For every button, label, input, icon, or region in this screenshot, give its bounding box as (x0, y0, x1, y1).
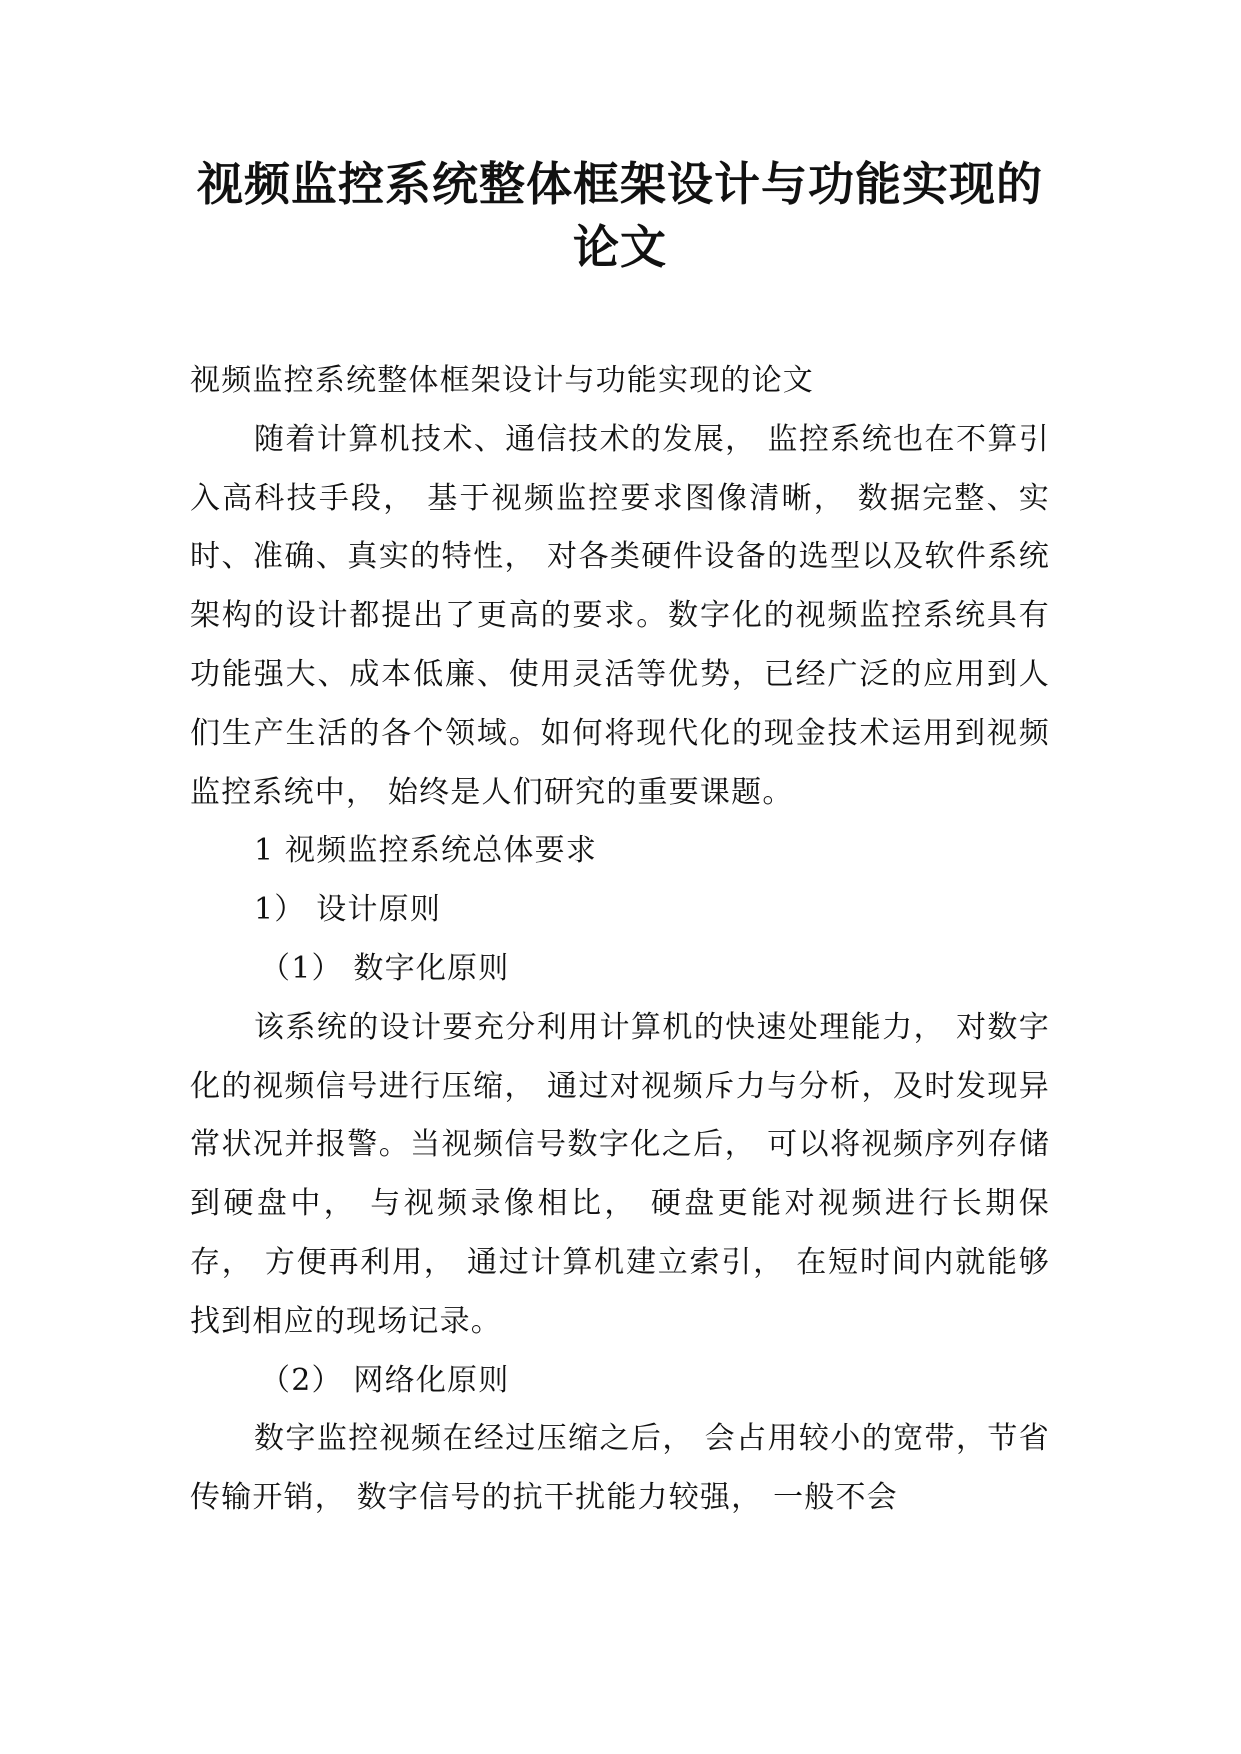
paragraph-digital: 该系统的设计要充分利用计算机的快速处理能力， 对数字化的视频信号进行压缩， 通过对视频斥力与分析，及时发现异常状况并报警。当视频信号数字化之后， 可以将视频序列存储到硬盘中， 与视频录像相比， 硬盘更能对视频进行长期保存， 方便再利用， 通过计算机建立索引， 在短时间内就能够找到相应的现场记录。 (190, 1009, 1050, 1339)
document-body (190, 352, 1050, 1528)
section-heading: 1 视频监控系统总体要求 (254, 833, 598, 869)
document-title-line-2: 论文 (573, 220, 667, 274)
document-title-line-1: 视频监控系统整体框架设计与功能实现的 (197, 157, 1043, 211)
principle-heading-digital: （1） 数字化原则 (260, 950, 510, 986)
paragraph-intro: 随着计算机技术、通信技术的发展， 监控系统也在不算引入高科技手段， 基于视频监控要求图像清晰， 数据完整、实时、准确、真实的特性， 对各类硬件设备的选型以及软件系统架构的设计都提出了更高的要求。数字化的视频监控系统具有功能强大、成本低廉、使用灵活等优势，已经广泛的应用到人们生产生活的各个领域。如何将现代化的现金技术运用到视频监控系统中， 始终是人们研究的重要课题。 (190, 421, 1050, 810)
principle-heading-network: （2） 网络化原则 (260, 1362, 510, 1398)
paragraph-network: 数字监控视频在经过压缩之后， 会占用较小的宽带，节省传输开销， 数字信号的抗干扰能力较强， 一般不会 (190, 1421, 1050, 1516)
subsection-heading: 1） 设计原则 (254, 892, 442, 928)
paragraph-subtitle: 视频监控系统整体框架设计与功能实现的论文 (190, 363, 814, 398)
